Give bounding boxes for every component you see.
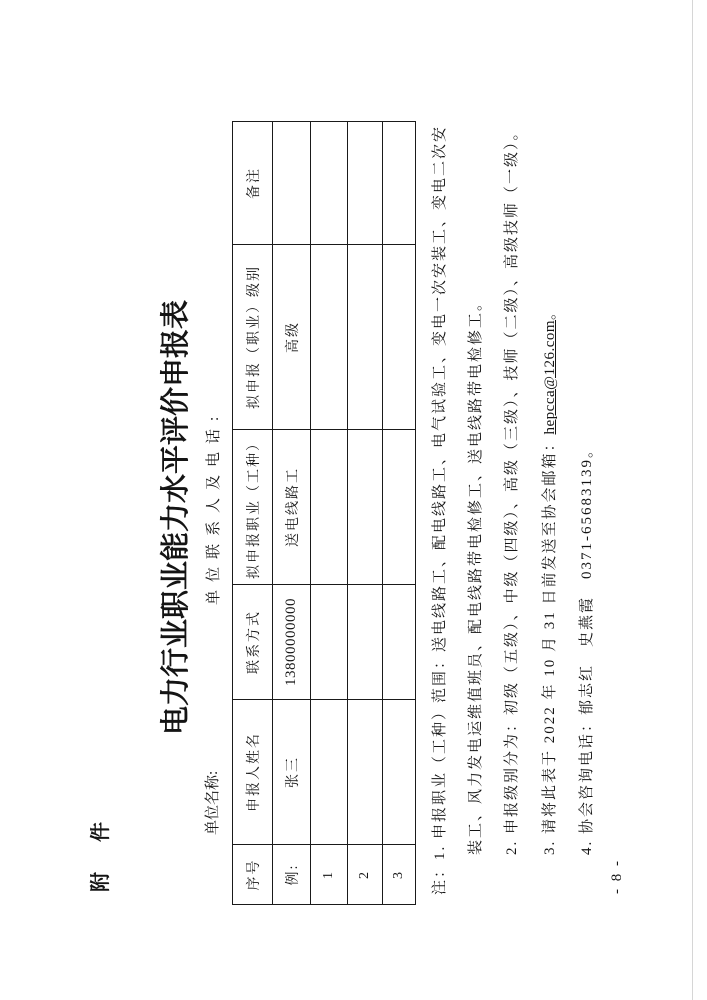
cell-contact: 13800000000 (273, 585, 311, 700)
header-remarks: 备注 (233, 122, 273, 245)
unit-name-label: 单位名称: (205, 770, 221, 835)
table-row (348, 122, 383, 905)
cell-level (348, 245, 383, 430)
table-row-example (273, 122, 311, 905)
cell-occupation: 送电线路工 (273, 430, 311, 585)
cell-contact (383, 585, 416, 700)
note-item-3-text: 3. 请将此表于 2022 年 10 月 31 日前发送至协会邮箱： (542, 434, 558, 855)
note-item-3-end: 。 (542, 302, 558, 320)
cell-applicant-name (383, 700, 416, 845)
cell-contact (311, 585, 348, 700)
attachment-label: 附件 (88, 792, 112, 892)
form-title: 电力行业职业能力水平评价申报表 (158, 299, 192, 735)
cell-seq: 例: (273, 845, 311, 905)
cell-remarks (348, 122, 383, 245)
cell-contact (348, 585, 383, 700)
cell-seq: 3 (383, 845, 416, 905)
notes-label: 注： (432, 860, 448, 895)
header-applicant-name: 申报人姓名 (233, 700, 273, 845)
cell-seq: 2 (348, 845, 383, 905)
cell-occupation (311, 430, 348, 585)
cell-remarks (273, 122, 311, 245)
scan-edge-line (692, 0, 693, 1000)
note-item-1-line-2: 装工、风力发电运维值班员、配电线路带电检修工、送电线路带电检修工。 (468, 293, 484, 855)
header-level: 拟申报（职业）级别 (233, 245, 273, 430)
unit-contact-label: 单位联系人及电话: (206, 408, 222, 605)
cell-level (311, 245, 348, 430)
table-header-row (233, 122, 273, 905)
cell-occupation (383, 430, 416, 585)
header-seq: 序号 (233, 845, 273, 905)
cell-applicant-name: 张三 (273, 700, 311, 845)
note-item-4: 4. 协会咨询电话：郁志红 史燕霞 0371-65683139。 (579, 441, 595, 855)
association-email: hepcca@126.com (542, 319, 558, 435)
cell-seq: 1 (311, 845, 348, 905)
note-item-1-line-1: 1. 申报职业（工种）范围：送电线路工、配电线路工、电气试验工、变电一次安装工、变电二次安 (432, 124, 448, 860)
cell-level (383, 245, 416, 430)
application-table (232, 121, 416, 905)
cell-applicant-name (348, 700, 383, 845)
cell-remarks (383, 122, 416, 245)
cell-remarks (311, 122, 348, 245)
header-occupation: 拟申报职业（工种） (233, 430, 273, 585)
table-row (383, 122, 416, 905)
cell-level: 高级 (273, 245, 311, 430)
page-number: - 8 - (609, 859, 625, 894)
note-item-3 (540, 303, 560, 855)
note-item-2: 2. 申报级别分为：初级（五级）、中级（四级）、高级（三级）、技师（二级）、高级技师（一级）。 (504, 123, 520, 855)
table-row (311, 122, 348, 905)
header-contact: 联系方式 (233, 585, 273, 700)
cell-occupation (348, 430, 383, 585)
cell-applicant-name (311, 700, 348, 845)
